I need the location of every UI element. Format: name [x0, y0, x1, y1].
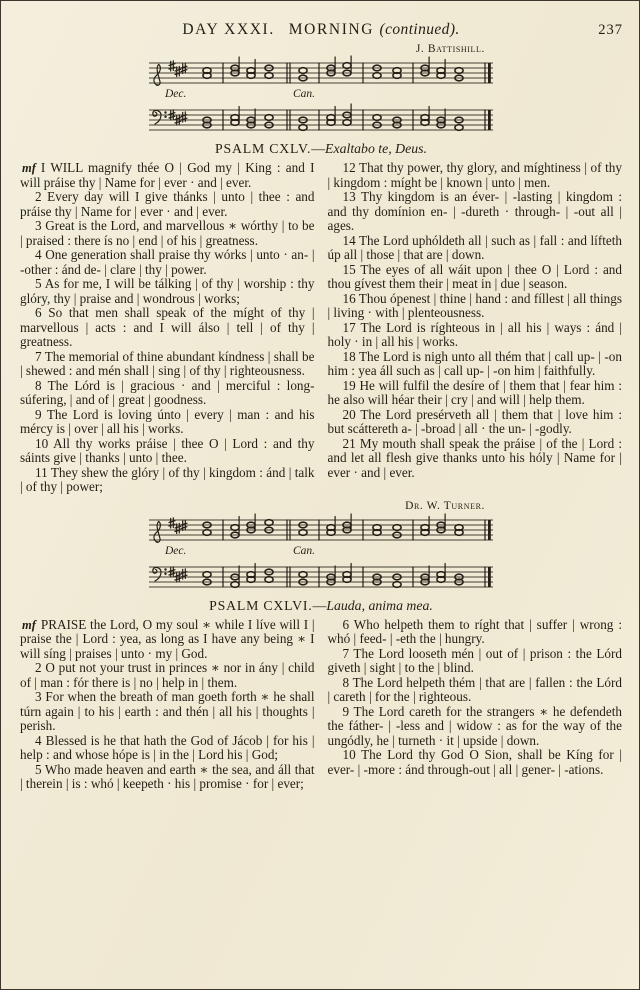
day-label: DAY XXXI. [182, 21, 275, 38]
verse: 5 Who made heaven and earth ∗ the sea, and áll that | therein | is : whó | keepeth · his | promise · for | ever; [20, 761, 315, 791]
verse: 21 My mouth shall speak the práise | of the | Lord : and let all flesh give thanks unto his hóly | Name for | ever · and | ever. [327, 435, 622, 480]
psalm-145-latin-title: Exaltabo te, Deus. [325, 141, 427, 156]
verse: 9 The Lord is loving únto | every | man : and his mércy is | over | all his | works. [20, 406, 315, 436]
verse: 10 All thy works práise | thee O | Lord : and thy sáints give | thanks | unto | thee. [20, 435, 315, 465]
verse: 7 The memorial of thine abundant kíndness | shall be | shewed : and mén shall | sing | of thy | righteousness. [20, 348, 315, 378]
verse: 15 The eyes of all wáit upon | thee O | Lord : and thou gívest them their | meat in | due | season. [327, 261, 622, 291]
service-label: MORNING [288, 21, 375, 38]
psalm-146-text [19, 618, 623, 792]
verse: 6 Who helpeth them to ríght that | suffer | wrong : whó | feed- | -eth the | hungry. [327, 616, 622, 646]
verse [20, 618, 315, 662]
verse: 2 O put not your trust in princes ∗ nor in ány | child of | man : fór there is | no | help in | them. [20, 660, 315, 690]
chant-notation-2 [131, 512, 511, 593]
section-gap [19, 495, 623, 498]
verse: 4 One generation shall praise thy wórks | unto · an- | -other : ánd de- | clare | thy | power. [20, 247, 315, 277]
continued-label: (continued). [379, 21, 460, 38]
psalm-146-left-column [20, 618, 315, 792]
verse: 7 The Lord looseth mén | out of | prison : the Lórd giveth | sight | to the | blind. [327, 645, 622, 675]
verse: 12 That thy power, thy glory, and míghtiness | of thy | kingdom : míght be | known | unto | men. [327, 160, 622, 190]
verse-text: I WILL magnify thée O | God my | King : and I will práise thy | Name for | ever · and | ever. [20, 160, 315, 190]
page-header [19, 21, 623, 39]
psalm-145-heading [19, 141, 623, 157]
verse: 8 The Lórd is | gracious · and | merciful : long-súfering, | and of | great | goodness. [20, 377, 315, 407]
dynamic-marking: mf [22, 161, 36, 175]
verse: 11 They shew the glóry | of thy | kingdom : ánd | talk | of thy | power; [20, 464, 315, 494]
psalm-145-name: PSALM CXLV. [215, 141, 312, 156]
psalm-146-latin-title: Lauda, anima mea. [326, 597, 433, 613]
verse: 9 The Lord careth for the strangers ∗ he defendeth the fáther- | -less and | widow : as for the way of the ungódly, he | turneth · it | upside | down. [327, 703, 622, 748]
page-number: 237 [598, 22, 623, 38]
verse: 14 The Lord uphóldeth all | such as | fall : and lífteth úp all | those | that are | down. [327, 232, 622, 262]
psalm-145-left-column [20, 161, 315, 495]
composer-credit: Dr. W. Turner. [405, 499, 485, 512]
cantoris-label: Can. [293, 544, 316, 557]
decani-label: Dec. [165, 544, 187, 557]
chant-treble-staff [141, 512, 501, 546]
chant-part-labels [141, 546, 501, 559]
verse: 13 Thy kingdom is an éver- | -lasting | kingdom : and thy domínion en- | -dureth · through- | -out all | ages. [327, 189, 622, 233]
verse-text: PRAISE the Lord, O my soul ∗ while I líve will I | praise the | Lord : yea, as long as I have any being ∗ I will síng | praises | unto · my | God. [20, 616, 315, 661]
verse: 18 The Lord is nigh unto all thém that | call up- | -on him : yea áll such as | call up- | -on him | faithfully. [327, 348, 622, 378]
psalm-146-name: PSALM CXLVI. [209, 597, 313, 613]
psalm-145-text [19, 161, 623, 495]
chant-bass-staff [141, 102, 501, 136]
chant-part-labels [141, 89, 501, 102]
chant-notation-1 [131, 55, 511, 136]
heading-dash: — [311, 141, 326, 156]
page-title [59, 21, 583, 39]
composer-credit: J. Battishill. [415, 43, 485, 55]
verse: 3 For when the breath of man goeth forth ∗ he shall túrn again | to his | earth : and thén | all his | thoughts | perish. [20, 689, 315, 733]
verse: 17 The Lord is ríghteous in | all his | ways : ánd | holy · in | all his | works. [327, 319, 622, 349]
psalm-146-right-column [328, 618, 623, 792]
verse [20, 161, 315, 190]
psalm-146-heading [19, 598, 623, 614]
verse: 20 The Lord presérveth all | them that | love him : but scáttereth a- | -broad | all · the un- | -godly. [327, 406, 622, 436]
dynamic-marking: mf [22, 617, 36, 632]
verse: 2 Every day will I give thánks | unto | thee : and práise thy | Name for | ever · and | ever. [20, 189, 315, 219]
verse: 6 So that men shall speak of the míght of thy | marvellous | acts : and I will álso | tell | of thy | greatness. [20, 305, 315, 349]
verse: 8 The Lord helpeth thém | that are | fallen : the Lórd | careth | for the | righteous. [327, 674, 622, 704]
decani-label: Dec. [165, 88, 187, 100]
verse: 5 As for me, I will be tálking | of thy | worship : thy glóry, thy | praise and | wondrous | works; [20, 276, 315, 306]
verse: 4 Blessed is he that hath the God of Jácob | for his | help : and whose hópe is | in the | Lord his | God; [20, 732, 315, 762]
chant-treble-staff [141, 55, 501, 89]
heading-dash: — [312, 597, 327, 613]
cantoris-label: Can. [293, 88, 316, 100]
verse: 10 The Lord thy God O Sion, shall be Kíng for | ever- | -more : ánd through-out | all | gener- | -ations. [327, 747, 622, 777]
verse: 16 Thou ópenest | thine | hand : and fíllest | all things | living · with | plenteousness. [327, 290, 622, 320]
psalm-145-right-column [328, 161, 623, 495]
verse: 3 Great is the Lord, and marvellous ∗ wórthy | to be | praised : there ís no | end | of his | greatness. [20, 218, 315, 248]
verse: 19 He will fulfil the desíre of | them that | fear him : he also will héar their | cry | and will | help them. [327, 377, 622, 407]
chant-bass-staff [141, 559, 501, 593]
